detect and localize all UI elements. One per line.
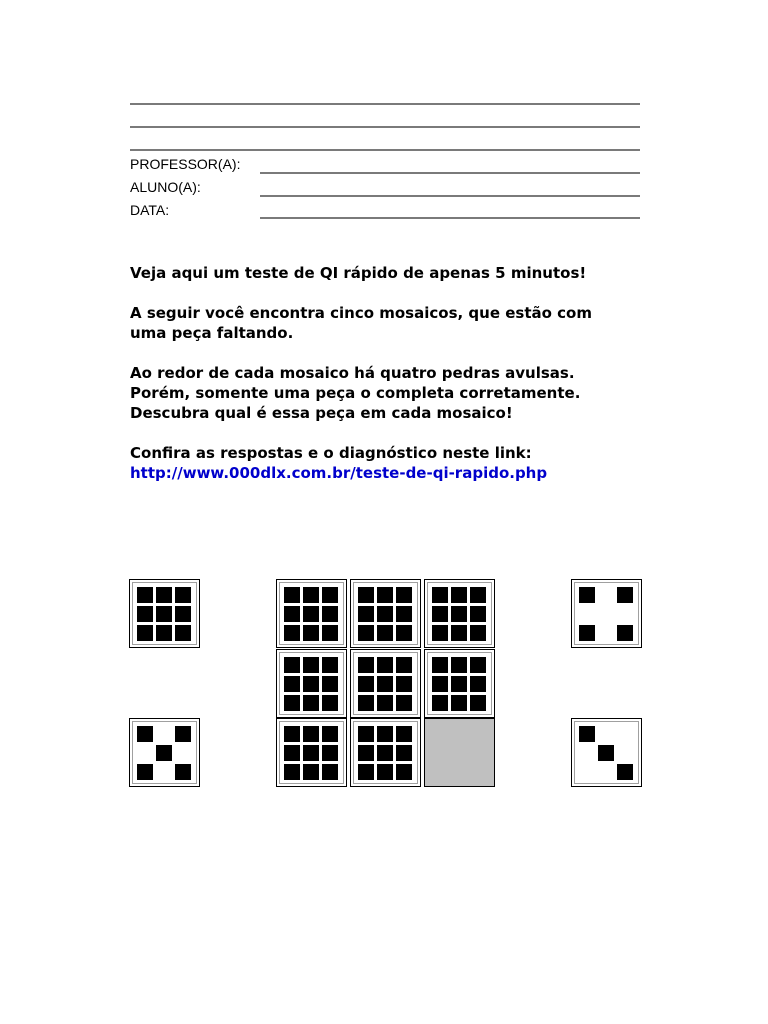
mosaic-tile — [350, 718, 421, 787]
mosaic-square — [175, 764, 191, 780]
mosaic-square — [377, 625, 393, 641]
mosaic-square — [451, 676, 467, 692]
mosaic-square — [284, 745, 300, 761]
professor-label: PROFESSOR(A): — [130, 156, 241, 172]
mosaic-square — [470, 695, 486, 711]
mosaic-square — [396, 657, 412, 673]
mosaic-square — [175, 606, 191, 622]
mosaic-square — [358, 625, 374, 641]
mosaic-square — [432, 695, 448, 711]
mosaic-tile — [276, 579, 347, 648]
mosaic-square — [579, 587, 595, 603]
mosaic-square — [396, 695, 412, 711]
mosaic-tile — [350, 649, 421, 718]
mosaic-square — [303, 726, 319, 742]
mosaic-square — [137, 764, 153, 780]
header-rule-3 — [130, 149, 640, 151]
mosaic-square — [377, 695, 393, 711]
mosaic-square — [358, 606, 374, 622]
mosaic-square — [303, 587, 319, 603]
mosaic-square — [451, 657, 467, 673]
option-bottom-left[interactable] — [129, 718, 200, 787]
mosaic-square — [322, 745, 338, 761]
mosaic-square — [579, 625, 595, 641]
mosaic-square — [358, 745, 374, 761]
intro-paragraph-4 — [130, 443, 690, 483]
mosaic-square — [303, 625, 319, 641]
intro-line: Veja aqui um teste de QI rápido de apenas 5 minutos! — [130, 264, 587, 282]
mosaic-square — [377, 745, 393, 761]
mosaic-tile — [424, 579, 495, 648]
mosaic-square — [322, 726, 338, 742]
mosaic-square — [284, 587, 300, 603]
mosaic-square — [470, 676, 486, 692]
mosaic-square — [322, 625, 338, 641]
mosaic-square — [303, 657, 319, 673]
mosaic-square — [377, 676, 393, 692]
mosaic-square — [322, 764, 338, 780]
mosaic-square — [175, 726, 191, 742]
mosaic-square — [284, 676, 300, 692]
header-rule-1 — [130, 103, 640, 105]
mosaic-square — [303, 695, 319, 711]
mosaic-square — [377, 726, 393, 742]
mosaic-tile — [276, 718, 347, 787]
mosaic-square — [358, 657, 374, 673]
mosaic-square — [470, 625, 486, 641]
mosaic-square — [322, 695, 338, 711]
mosaic-square — [377, 764, 393, 780]
option-top-right[interactable] — [571, 579, 642, 648]
mosaic-square — [284, 606, 300, 622]
intro-line: A seguir você encontra cinco mosaicos, que estão com — [130, 304, 592, 322]
intro-paragraph-2 — [130, 303, 690, 343]
professor-field[interactable] — [260, 172, 640, 174]
mosaic-square — [396, 745, 412, 761]
missing-tile[interactable] — [424, 718, 495, 787]
intro-line: Confira as respostas e o diagnóstico neste link: — [130, 444, 532, 462]
mosaic-square — [322, 676, 338, 692]
intro-line: Descubra qual é essa peça em cada mosaico! — [130, 404, 513, 422]
mosaic-square — [432, 625, 448, 641]
mosaic-square — [175, 587, 191, 603]
mosaic-square — [358, 726, 374, 742]
mosaic-square — [432, 606, 448, 622]
mosaic-square — [303, 676, 319, 692]
mosaic-square — [156, 745, 172, 761]
mosaic-square — [451, 695, 467, 711]
mosaic-tile — [276, 649, 347, 718]
mosaic-square — [617, 625, 633, 641]
mosaic-square — [156, 625, 172, 641]
mosaic-square — [396, 764, 412, 780]
mosaic-square — [470, 606, 486, 622]
mosaic-square — [137, 606, 153, 622]
mosaic-square — [156, 587, 172, 603]
mosaic-square — [284, 726, 300, 742]
intro-line: Porém, somente uma peça o completa corretamente. — [130, 384, 581, 402]
header-rule-2 — [130, 126, 640, 128]
mosaic-square — [137, 587, 153, 603]
aluno-field[interactable] — [260, 195, 640, 197]
mosaic-square — [303, 745, 319, 761]
mosaic-square — [377, 606, 393, 622]
intro-line: uma peça faltando. — [130, 324, 294, 342]
mosaic-tile — [424, 649, 495, 718]
mosaic-square — [137, 625, 153, 641]
aluno-label: ALUNO(A): — [130, 179, 201, 195]
mosaic-square — [432, 587, 448, 603]
mosaic-square — [396, 625, 412, 641]
mosaic-square — [284, 625, 300, 641]
mosaic-square — [598, 745, 614, 761]
mosaic-square — [303, 764, 319, 780]
mosaic-square — [470, 657, 486, 673]
mosaic-square — [137, 726, 153, 742]
mosaic-square — [451, 625, 467, 641]
data-label: DATA: — [130, 202, 170, 218]
mosaic-square — [579, 726, 595, 742]
data-field[interactable] — [260, 217, 640, 219]
mosaic-square — [377, 587, 393, 603]
mosaic-square — [156, 606, 172, 622]
intro-paragraph-3 — [130, 363, 690, 423]
mosaic-square — [322, 587, 338, 603]
mosaic-square — [377, 657, 393, 673]
option-top-left[interactable] — [129, 579, 200, 648]
mosaic-square — [470, 587, 486, 603]
mosaic-square — [451, 587, 467, 603]
mosaic-square — [617, 764, 633, 780]
answers-link[interactable]: http://www.000dlx.com.br/teste-de-qi-rapido.php — [130, 464, 548, 482]
mosaic-square — [396, 587, 412, 603]
mosaic-square — [617, 587, 633, 603]
mosaic-square — [358, 764, 374, 780]
intro-line: Ao redor de cada mosaico há quatro pedras avulsas. — [130, 364, 575, 382]
mosaic-square — [322, 657, 338, 673]
option-bottom-right[interactable] — [571, 718, 642, 787]
mosaic-square — [396, 676, 412, 692]
mosaic-square — [284, 764, 300, 780]
mosaic-square — [432, 676, 448, 692]
mosaic-square — [322, 606, 338, 622]
mosaic-square — [432, 657, 448, 673]
mosaic-tile — [350, 579, 421, 648]
mosaic-square — [396, 726, 412, 742]
mosaic-square — [451, 606, 467, 622]
mosaic-square — [284, 657, 300, 673]
mosaic-square — [358, 587, 374, 603]
mosaic-square — [303, 606, 319, 622]
intro-paragraph-1 — [130, 263, 690, 283]
mosaic-square — [284, 695, 300, 711]
mosaic-square — [396, 606, 412, 622]
mosaic-square — [175, 625, 191, 641]
mosaic-square — [358, 695, 374, 711]
mosaic-square — [358, 676, 374, 692]
